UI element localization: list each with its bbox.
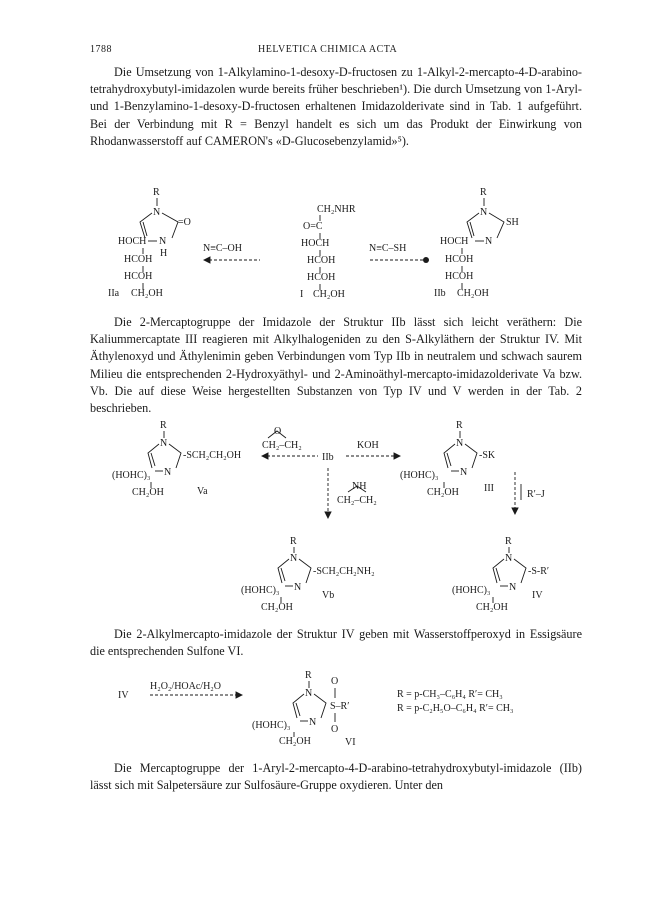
scheme1-iia-r: R — [153, 187, 160, 198]
scheme1-iia-n3: N — [159, 236, 167, 247]
scheme3-sr: S–R′ — [330, 701, 350, 712]
scheme1-iib-n3: N — [485, 236, 493, 247]
scheme2-oxide-o: O — [274, 426, 282, 437]
scheme1-i-hcoh1: HCOH — [307, 255, 336, 266]
scheme2-vb-ch2oh: CH₂OH — [261, 602, 293, 613]
scheme2-vb-hohc: (HOHC)₃ — [241, 585, 280, 596]
scheme2-iv-ch2oh: CH₂OH — [476, 602, 508, 613]
scheme1-reagent-left: N≡C–OH — [203, 243, 242, 254]
scheme2-iv-label: IV — [532, 590, 543, 601]
scheme1-iia-ch2oh: CH₂OH — [131, 288, 163, 299]
scheme3-n1: N — [305, 688, 313, 699]
scheme2-va-hohc: (HOHC)₃ — [112, 470, 151, 481]
scheme2-iii-n1: N — [456, 438, 464, 449]
scheme1-iia-h: H — [160, 248, 168, 259]
scheme2-va-substituent: -SCH₂CH₂OH — [183, 450, 242, 461]
scheme2-vb-label: Vb — [322, 590, 335, 601]
scheme1-iib-r: R — [480, 187, 487, 198]
scheme1-i-ch2nhr: CH₂NHR — [317, 204, 356, 215]
scheme1-i-hoch: HOCH — [301, 238, 330, 249]
scheme1-iib-hcoh1: HCOH — [445, 254, 474, 265]
scheme1-iia-hcoh1: HCOH — [124, 254, 153, 265]
scheme2-imine-nh: NH — [352, 481, 367, 492]
scheme2-iii-r: R — [456, 420, 463, 431]
scheme2-iv-n3: N — [509, 582, 517, 593]
scheme2-va-r: R — [160, 420, 167, 431]
scheme2-iv-sr: -S-R′ — [528, 566, 550, 577]
scheme3-n3: N — [309, 717, 317, 728]
scheme3-def2: R = p-C₂H₅O–C₆H₄ R′= CH₃ — [397, 703, 514, 714]
scheme3-reagent: H₂O₂/HOAc/H₂O — [150, 681, 222, 692]
scheme2-center-iib: IIb — [322, 452, 334, 463]
scheme1-i-oc: O=C — [303, 221, 323, 232]
scheme3-iv: IV — [118, 690, 129, 701]
page-number: 1788 — [90, 44, 112, 55]
scheme3-o-bottom: O — [331, 724, 339, 735]
scheme1-iib-ch2oh: CH₂OH — [457, 288, 489, 299]
paragraph-3: Die 2-Alkylmercapto-imidazole der Struktur IV geben mit Wasserstoffperoxyd in Essigsäure die entsprechenden Sulfone VI. — [90, 627, 582, 659]
scheme1-iib-label: IIb — [434, 288, 446, 299]
scheme2-va-ch2oh: CH₂OH — [132, 487, 164, 498]
scheme1-i-ch2oh: CH₂OH — [313, 289, 345, 300]
scheme2-iii-n3: N — [460, 467, 468, 478]
scheme1-iia-label: IIa — [108, 288, 120, 299]
scheme3-hohc: (HOHC)₃ — [252, 720, 291, 731]
scheme1-iib-hoch: HOCH — [440, 236, 469, 247]
scheme1-iia-oxo: =O — [178, 217, 191, 228]
scheme1-i-hcoh2: HCOH — [307, 272, 336, 283]
scheme2-imine-ring: CH₂–CH₂ — [337, 495, 377, 506]
journal-header: HELVETICA CHIMICA ACTA — [258, 44, 398, 55]
scheme2-iii-sk: -SK — [479, 450, 496, 461]
paragraph-2: Die 2-Mercaptogruppe der Imidazole der Struktur IIb lässt sich leicht veräthern: Die Kaliummercaptate III reagieren mit Alkylhalogeniden zu den S-Alkyläthern der Struktur IV. Mit Äthylenoxyd und Äthylenimin geben Verbindungen vom Typ IIb in neutralem und schwach saurem Milieu die entsprechenden 2-Hydroxyäthyl- und 2-Aminoäthyl-mercapto-imidazolderivate Va bzw. Vb. Die auf diese Weise hergestellten Substanzen von Typ IV und V werden in der Tab. 2 beschrieben. — [90, 315, 582, 416]
scheme1-reagent-right: N≡C–SH — [369, 243, 407, 254]
scheme2-va-n1: N — [160, 438, 168, 449]
scheme2-oxide-ring: CH₂–CH₂ — [262, 440, 302, 451]
scheme1-iib-sh: SH — [506, 217, 519, 228]
scheme1-iia-hcoh2: HCOH — [124, 271, 153, 282]
paragraph-1: Die Umsetzung von 1-Alkylamino-1-desoxy-D-fructosen zu 1-Alkyl-2-mercapto-4-D-arabino-tetrahydroxybutyl-imidazolen wurde bereits früher beschrieben¹). Die durch Umsetzung von 1-Aryl- und 1-Benzylamino-1-desoxy-D-fructosen erhaltenen Imidazolderivate sind in Tab. 1 aufgeführt. Bei der Verbindung mit R = Benzyl handelt es sich um das Produkt der Einwirkung von Rhodanwasserstoff auf CAMERON's «D-Glucosebenzylamid»⁵). — [90, 65, 582, 148]
scheme2-koh: KOH — [357, 440, 379, 451]
scheme2-reagent-rj: R′–J — [527, 489, 545, 500]
scheme1-iib-n1: N — [480, 207, 488, 218]
scheme2-vb-substituent: -SCH₂CH₂NH₂ — [313, 566, 375, 577]
scheme2-vb-n3: N — [294, 582, 302, 593]
paragraph-4: Die Mercaptogruppe der 1-Aryl-2-mercapto-4-D-arabino-tetrahydroxybutyl-imidazole (IIb) lässt sich mit Salpetersäure zur Sulfosäure-Gruppe oxydieren. Unter den — [90, 761, 582, 793]
scheme2-iii-ch2oh: CH₂OH — [427, 487, 459, 498]
scheme3-r: R — [305, 670, 312, 681]
scheme3-o-top: O — [331, 676, 339, 687]
scheme2-iii-label: III — [484, 483, 494, 494]
scheme2-va-n3: N — [164, 467, 172, 478]
scheme1-iia-hoch: HOCH — [118, 236, 147, 247]
scheme3-def1: R = p-CH₃–C₆H₄ R′= CH₃ — [397, 689, 503, 700]
scheme1-i-label: I — [300, 289, 304, 300]
scheme3-label: VI — [345, 737, 356, 748]
scheme2-iv-n1: N — [505, 553, 513, 564]
scheme2-va-label: Va — [197, 486, 208, 497]
scheme2-iv-r: R — [505, 536, 512, 547]
scheme1-iia-n1: N — [153, 207, 161, 218]
scheme1-iib-hcoh2: HCOH — [445, 271, 474, 282]
scheme2-iii-hohc: (HOHC)₃ — [400, 470, 439, 481]
scheme3-ch2oh: CH₂OH — [279, 736, 311, 747]
scheme2-vb-r: R — [290, 536, 297, 547]
scheme2-iv-hohc: (HOHC)₃ — [452, 585, 491, 596]
scheme2-vb-n1: N — [290, 553, 298, 564]
